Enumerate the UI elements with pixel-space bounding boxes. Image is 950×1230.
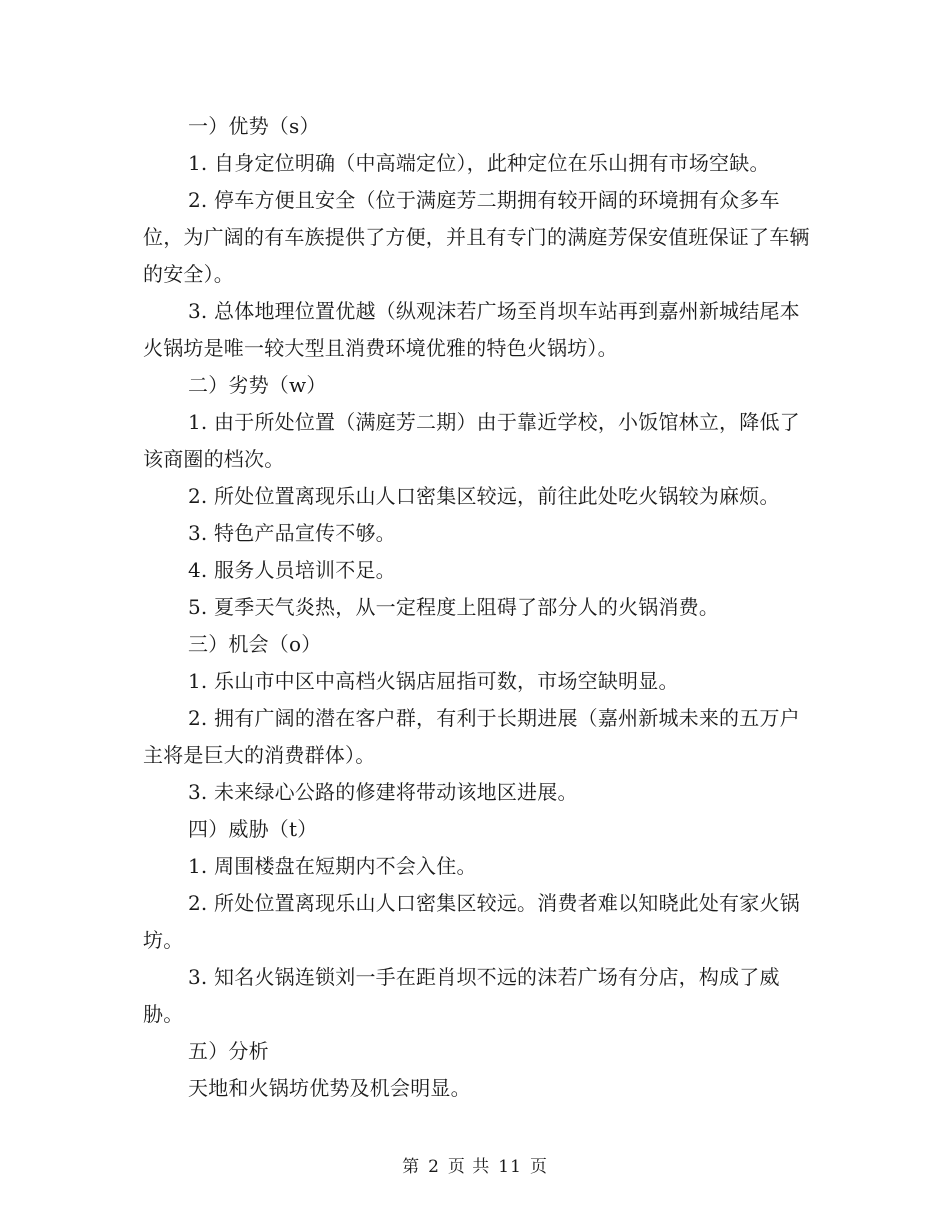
paragraph: 1. 自身定位明确（中高端定位），此种定位在乐山拥有市场空缺。 bbox=[188, 151, 770, 175]
paragraph: 3. 特色产品宣传不够。 bbox=[188, 521, 396, 545]
section-heading-strengths: 一）优势（s） bbox=[188, 114, 320, 138]
footer-suffix: 页 bbox=[529, 1157, 548, 1177]
paragraph: 3. 未来绿心公路的修建将带动该地区进展。 bbox=[188, 780, 578, 804]
current-page-number: 2 bbox=[428, 1157, 440, 1177]
paragraph: 2. 拥有广阔的潜在客户群，有利于长期进展（嘉州新城未来的五万户主将是巨大的消费群体）。 bbox=[143, 706, 800, 767]
section-heading-threats: 四）威胁（t） bbox=[188, 817, 318, 841]
paragraph: 2. 停车方便且安全（位于满庭芳二期拥有较开阔的环境拥有众多车位，为广阔的有车族提供了方便，并且有专门的满庭芳保安值班保证了车辆的安全）。 bbox=[143, 188, 810, 286]
section-heading-analysis: 五）分析 bbox=[188, 1039, 269, 1063]
paragraph: 1. 乐山市中区中高档火锅店屈指可数，市场空缺明显。 bbox=[188, 669, 679, 693]
paragraph: 4. 服务人员培训不足。 bbox=[188, 558, 396, 582]
paragraph: 3. 总体地理位置优越（纵观沫若广场至肖坝车站再到嘉州新城结尾本火锅坊是唯一较大型且消费环境优雅的特色火锅坊）。 bbox=[143, 299, 800, 360]
paragraph: 3. 知名火锅连锁刘一手在距肖坝不远的沫若广场有分店，构成了威胁。 bbox=[143, 965, 780, 1026]
section-heading-weaknesses: 二）劣势（w） bbox=[188, 373, 327, 397]
document-body bbox=[143, 108, 813, 1107]
total-pages-number: 11 bbox=[498, 1157, 522, 1177]
footer-prefix: 第 bbox=[402, 1157, 421, 1177]
paragraph: 2. 所处位置离现乐山人口密集区较远。消费者难以知晓此处有家火锅坊。 bbox=[143, 891, 800, 952]
section-heading-opportunities: 三）机会（o） bbox=[188, 632, 322, 656]
footer-middle: 页 共 bbox=[447, 1157, 491, 1177]
paragraph: 1. 由于所处位置（满庭芳二期）由于靠近学校，小饭馆林立，降低了该商圈的档次。 bbox=[143, 410, 800, 471]
paragraph: 1. 周围楼盘在短期内不会入住。 bbox=[188, 854, 477, 878]
paragraph: 2. 所处位置离现乐山人口密集区较远，前往此处吃火锅较为麻烦。 bbox=[188, 484, 780, 508]
paragraph: 5. 夏季天气炎热，从一定程度上阻碍了部分人的火锅消费。 bbox=[188, 595, 720, 619]
paragraph: 天地和火锅坊优势及机会明显。 bbox=[188, 1076, 471, 1100]
page-number-footer bbox=[0, 1152, 950, 1177]
